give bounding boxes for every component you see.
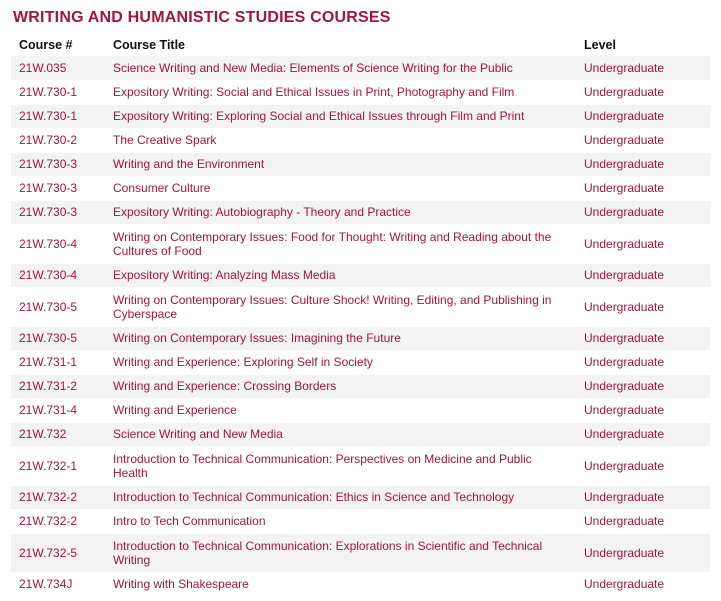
table-cell-num: [11, 80, 105, 104]
course-level-link[interactable]: Undergraduate: [584, 181, 665, 195]
table-cell-level: [576, 398, 710, 422]
course-title-link[interactable]: Writing on Contemporary Issues: Food for Thought: Writing and Reading about the Cultures of Food: [113, 229, 552, 258]
table-cell-title: [105, 350, 576, 374]
table-cell-title: [105, 152, 576, 176]
course-number-link[interactable]: 21W.730-3: [19, 157, 78, 171]
table-cell-num: [11, 398, 105, 422]
course-title-link[interactable]: Expository Writing: Autobiography - Theory and Practice: [113, 205, 411, 219]
course-level-link[interactable]: Undergraduate: [584, 379, 665, 393]
course-number-link[interactable]: 21W.732: [19, 427, 67, 441]
course-level-link[interactable]: Undergraduate: [584, 355, 665, 369]
course-title-link[interactable]: Science Writing and New Media: Elements of Science Writing for the Public: [113, 60, 513, 75]
course-level-link[interactable]: Undergraduate: [584, 133, 665, 147]
column-header-course-title: Course Title: [113, 38, 186, 52]
table-cell-level: [576, 287, 710, 326]
column-header-course-number: Course #: [19, 38, 73, 52]
table-cell-num: [11, 128, 105, 152]
table-cell-num: [11, 152, 105, 176]
course-number-link[interactable]: 21W.730-5: [19, 299, 78, 314]
table-row: [11, 533, 710, 572]
course-level-link[interactable]: Undergraduate: [584, 60, 665, 75]
table-cell-title: [105, 176, 576, 200]
table-cell-num: [11, 224, 105, 263]
table-cell-title: [105, 374, 576, 398]
course-level-link[interactable]: Undergraduate: [584, 299, 665, 314]
course-number-link[interactable]: 21W.732-5: [19, 545, 78, 560]
course-title-link[interactable]: Introduction to Technical Communication: Ethics in Science and Technology: [113, 490, 515, 504]
table-cell-level: [576, 509, 710, 533]
table-row: [11, 80, 710, 104]
table-cell-title: [105, 80, 576, 104]
table-cell-num: [11, 176, 105, 200]
table-cell-title: [105, 533, 576, 572]
table-cell-title: [105, 446, 576, 485]
table-cell-title: [105, 200, 576, 224]
table-row: [11, 104, 710, 128]
course-number-link[interactable]: 21W.730-4: [19, 268, 78, 282]
table-row: [11, 176, 710, 200]
table-cell-title: [105, 104, 576, 128]
course-title-link[interactable]: Introduction to Technical Communication: Perspectives on Medicine and Public Health: [113, 451, 532, 480]
table-cell-title: [105, 326, 576, 350]
course-level-link[interactable]: Undergraduate: [584, 458, 665, 473]
course-title-link[interactable]: Writing with Shakespeare: [113, 577, 249, 591]
course-title-link[interactable]: Intro to Tech Communication: [113, 514, 266, 528]
table-cell-num: [11, 350, 105, 374]
table-cell-level: [576, 128, 710, 152]
table-cell-level: [576, 200, 710, 224]
course-level-link[interactable]: Undergraduate: [584, 577, 665, 591]
table-cell-title: [105, 263, 576, 287]
course-number-link[interactable]: 21W.732-1: [19, 458, 78, 473]
table-cell-num: [11, 485, 105, 509]
course-number-link[interactable]: 21W.730-5: [19, 331, 78, 345]
course-title-link[interactable]: Writing and Experience: [113, 403, 237, 417]
course-level-link[interactable]: Undergraduate: [584, 403, 665, 417]
table-cell-num: [11, 200, 105, 224]
course-level-link[interactable]: Undergraduate: [584, 205, 665, 219]
table-cell-title: [105, 572, 576, 596]
course-title-link[interactable]: Writing and Experience: Crossing Borders: [113, 379, 337, 393]
course-number-link[interactable]: 21W.732-2: [19, 514, 78, 528]
course-level-link[interactable]: Undergraduate: [584, 490, 665, 504]
course-level-link[interactable]: Undergraduate: [584, 514, 665, 528]
course-title-link[interactable]: Expository Writing: Analyzing Mass Media: [113, 268, 336, 282]
table-cell-title: [105, 398, 576, 422]
course-number-link[interactable]: 21W.734J: [19, 577, 73, 591]
course-title-link[interactable]: Writing on Contemporary Issues: Imagining the Future: [113, 331, 401, 345]
course-title-link[interactable]: Science Writing and New Media: [113, 427, 283, 441]
table-cell-num: [11, 287, 105, 326]
course-number-link[interactable]: 21W.730-2: [19, 133, 78, 147]
table-cell-title: [105, 128, 576, 152]
course-number-link[interactable]: 21W.731-4: [19, 403, 78, 417]
table-cell-num: [11, 446, 105, 485]
course-level-link[interactable]: Undergraduate: [584, 157, 665, 171]
table-cell-level: [576, 422, 710, 446]
course-title-link[interactable]: Expository Writing: Exploring Social and Ethical Issues through Film and Print: [113, 109, 525, 123]
table-cell-level: [576, 80, 710, 104]
table-cell-level: [576, 263, 710, 287]
course-number-link[interactable]: 21W.730-1: [19, 109, 78, 123]
table-cell-num: [11, 326, 105, 350]
course-number-link[interactable]: 21W.732-2: [19, 490, 78, 504]
table-row: [11, 509, 710, 533]
table-row: [11, 56, 710, 80]
course-level-link[interactable]: Undergraduate: [584, 427, 665, 441]
table-cell-title: [105, 224, 576, 263]
table-cell-level: [576, 533, 710, 572]
table-cell-level: [576, 104, 710, 128]
column-header-level: Level: [584, 38, 616, 52]
table-cell-num: [11, 533, 105, 572]
table-cell-level: [576, 224, 710, 263]
course-title-link[interactable]: Writing and Experience: Exploring Self in Society: [113, 355, 373, 369]
table-cell-level: [576, 56, 710, 80]
course-level-link[interactable]: Undergraduate: [584, 85, 665, 99]
course-title-link[interactable]: Writing and the Environment: [113, 157, 265, 171]
table-row: [11, 224, 710, 263]
table-cell-title: [105, 485, 576, 509]
course-number-link[interactable]: 21W.731-2: [19, 379, 78, 393]
table-row: [11, 485, 710, 509]
course-level-link[interactable]: Undergraduate: [584, 236, 665, 251]
course-level-link[interactable]: Undergraduate: [584, 268, 665, 282]
table-cell-num: [11, 263, 105, 287]
table-cell-level: [576, 572, 710, 596]
table-cell-level: [576, 326, 710, 350]
table-row: [11, 572, 710, 596]
table-cell-level: [576, 485, 710, 509]
table-row: [11, 152, 710, 176]
table-cell-title: [105, 287, 576, 326]
table-header-row: [11, 34, 710, 56]
table-cell-num: [11, 56, 105, 80]
course-number-link[interactable]: 21W.730-3: [19, 181, 78, 195]
table-row: [11, 128, 710, 152]
course-title-link[interactable]: The Creative Spark: [113, 133, 217, 147]
table-row: [11, 263, 710, 287]
table-cell-num: [11, 422, 105, 446]
table-cell-title: [105, 56, 576, 80]
table-row: [11, 446, 710, 485]
table-cell-num: [11, 572, 105, 596]
table-row: [11, 422, 710, 446]
table-cell-title: [105, 509, 576, 533]
course-number-link[interactable]: 21W.731-1: [19, 355, 78, 369]
table-cell-level: [576, 152, 710, 176]
course-level-link[interactable]: Undergraduate: [584, 545, 665, 560]
courses-table: [11, 34, 710, 597]
course-title-link[interactable]: Expository Writing: Social and Ethical Issues in Print, Photography and Film: [113, 85, 515, 99]
table-cell-level: [576, 374, 710, 398]
table-cell-num: [11, 374, 105, 398]
table-cell-level: [576, 446, 710, 485]
table-cell-num: [11, 104, 105, 128]
course-level-link[interactable]: Undergraduate: [584, 331, 665, 345]
course-number-link[interactable]: 21W.730-3: [19, 205, 78, 219]
course-number-link[interactable]: 21W.730-1: [19, 85, 78, 99]
page-title: WRITING AND HUMANISTIC STUDIES COURSES: [13, 9, 391, 26]
course-title-link[interactable]: Introduction to Technical Communication: Explorations in Scientific and Technical Writing: [113, 538, 543, 567]
table-cell-num: [11, 509, 105, 533]
table-row: [11, 398, 710, 422]
course-number-link[interactable]: 21W.730-4: [19, 236, 78, 251]
table-row: [11, 326, 710, 350]
table-row: [11, 200, 710, 224]
course-title-link[interactable]: Consumer Culture: [113, 181, 211, 195]
table-cell-level: [576, 176, 710, 200]
course-title-link[interactable]: Writing on Contemporary Issues: Culture Shock! Writing, Editing, and Publishing in Cyberspace: [113, 292, 552, 321]
table-row: [11, 350, 710, 374]
table-row: [11, 287, 710, 326]
course-level-link[interactable]: Undergraduate: [584, 109, 665, 123]
course-number-link[interactable]: 21W.035: [19, 60, 67, 75]
table-row: [11, 374, 710, 398]
table-cell-level: [576, 350, 710, 374]
table-cell-title: [105, 422, 576, 446]
